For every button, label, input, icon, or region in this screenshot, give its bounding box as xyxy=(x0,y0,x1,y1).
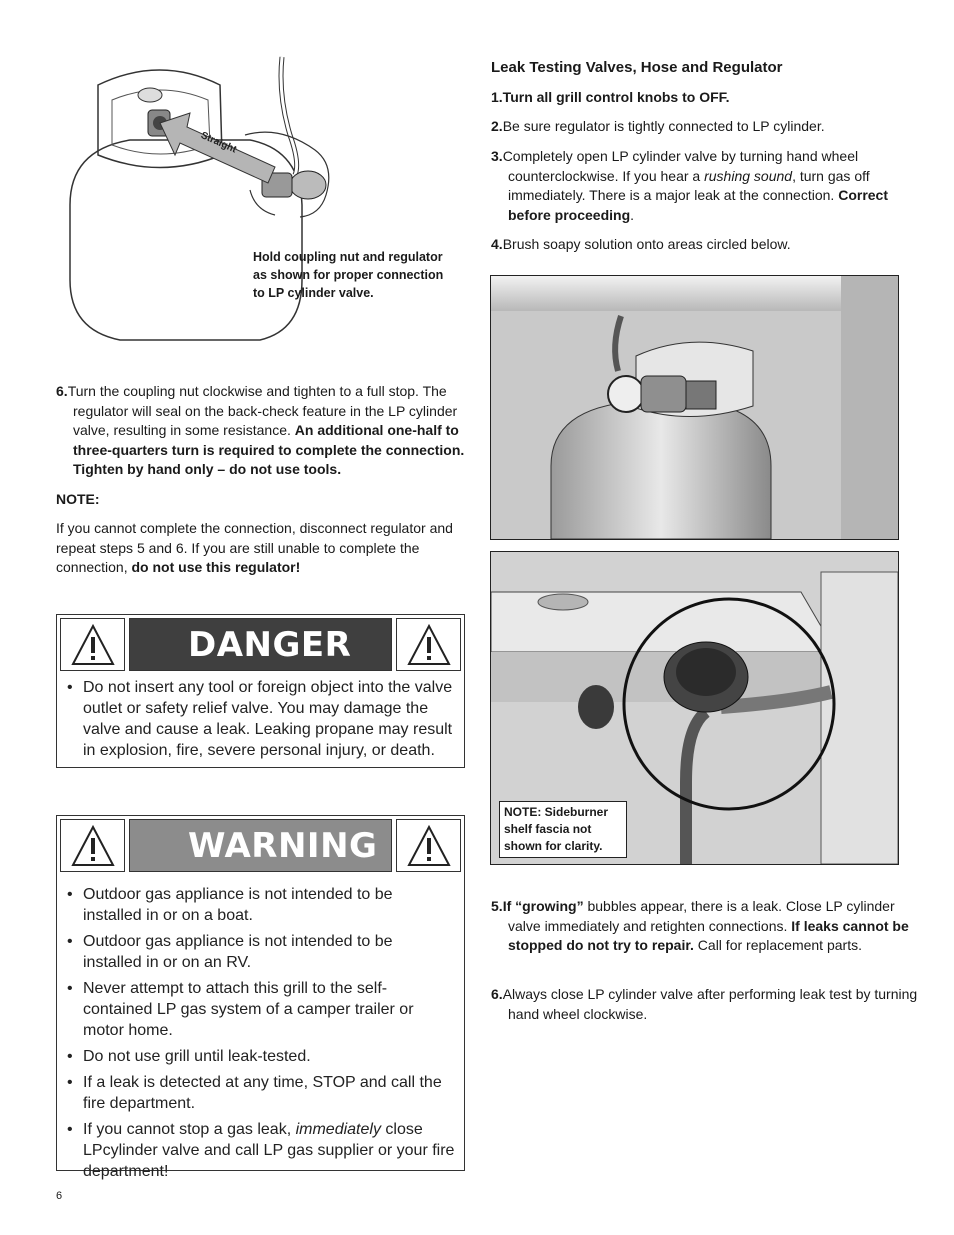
warning-box xyxy=(56,815,465,1180)
warning-item: • If a leak is detected at any time, STOP and call the fire department. xyxy=(59,1072,455,1114)
step-text: . xyxy=(630,206,635,223)
photo-note-line: shown for clarity. xyxy=(504,839,603,853)
step-2 xyxy=(491,117,918,137)
step-number: 3. xyxy=(491,148,503,164)
warning-item: • Do not use grill until leak-tested. xyxy=(59,1046,455,1067)
page-number: 6 xyxy=(56,1190,63,1202)
danger-item: • Do not insert any tool or foreign object into the valve outlet or safety relief valve. You may damage the valve and cause a leak. Leaking propane may result in explosion, fire, severe personal injury, or death. xyxy=(59,677,455,761)
step-number: 6. xyxy=(56,383,68,399)
warning-item-text: close LPcylinder valve and call LP gas supplier or your fire department! xyxy=(83,1121,455,1180)
caption-line: Hold coupling nut and regulator xyxy=(253,250,443,264)
step-bold: Correct before proceeding xyxy=(508,187,888,223)
step-text: Be sure regulator is tightly connected to LP cylinder. xyxy=(502,118,825,134)
photo-note-line: shelf fascia not xyxy=(504,822,592,836)
caption-line: to LP cylinder valve. xyxy=(253,286,374,300)
note-text xyxy=(56,519,464,578)
danger-banner xyxy=(60,618,461,671)
step-4 xyxy=(491,235,918,255)
step-1: 1.Turn all grill control knobs to OFF. xyxy=(491,89,730,105)
warning-item xyxy=(59,1119,455,1182)
step-text: Call for replacement parts. xyxy=(693,937,862,953)
warning-list xyxy=(59,884,455,1187)
step-emphasis: rushing sound xyxy=(704,167,793,184)
step-bold: If “growing” xyxy=(502,898,584,914)
step-6-right xyxy=(491,985,920,1024)
step-number: 4. xyxy=(491,236,503,252)
photo-note xyxy=(499,801,627,858)
cylinder-connection-figure xyxy=(50,55,460,375)
warning-title: WARNING xyxy=(129,819,392,872)
warning-item: • Never attempt to attach this grill to the self-contained LP gas system of a camper trailer or motor home. xyxy=(59,978,455,1041)
step-emphasis: An additional one-half to three-quarters turn is required to complete the connection. Tighten by hand only – do not use tools. xyxy=(73,422,465,477)
danger-box xyxy=(56,614,465,768)
warning-item-text: If you cannot stop a gas leak, xyxy=(83,1121,296,1138)
cylinder-photo xyxy=(490,275,899,540)
caption-line: as shown for proper connection xyxy=(253,268,444,282)
photo-note-line: NOTE: Sideburner xyxy=(504,805,609,819)
section-heading: Leak Testing Valves, Hose and Regulator xyxy=(491,59,783,76)
note-body: If you cannot complete the connection, disconnect regulator and repeat steps 5 and 6. If you are still unable to complete the connection, xyxy=(56,520,453,575)
step-number: 6. xyxy=(491,986,503,1002)
warning-item: • Outdoor gas appliance is not intended to be installed in or on a boat. xyxy=(59,884,455,926)
danger-list xyxy=(59,677,455,766)
note-emphasis: do not use this regulator! xyxy=(131,559,301,575)
step-number: 2. xyxy=(491,118,503,134)
step-text: Always close LP cylinder valve after performing leak test by turning hand wheel clockwise. xyxy=(502,986,918,1022)
step-6-left xyxy=(56,382,481,480)
step-text: , turn gas off immediately. There is a major leak at the connection. xyxy=(508,167,870,203)
regulator-photo xyxy=(490,551,899,865)
step-bold: If leaks cannot be stopped do not try to repair. xyxy=(508,917,909,953)
step-5 xyxy=(491,897,920,956)
figure-caption xyxy=(253,248,443,302)
warning-triangle-icon xyxy=(60,618,125,671)
straight-arrow-label: Straight xyxy=(199,130,239,156)
warning-banner xyxy=(60,819,461,872)
danger-title: DANGER xyxy=(129,618,392,671)
step-text: bubbles appear, there is a leak. Close LP cylinder valve immediately and retighten connections. xyxy=(508,898,895,934)
step-number: 5. xyxy=(491,898,503,914)
step-text: Turn the coupling nut clockwise and tighten to a full stop. The regulator will seal on the back-check feature in the LP cylinder valve, resulting in some resistance. xyxy=(67,383,458,438)
warning-item-emphasis: immediately xyxy=(295,1121,381,1138)
step-text: Brush soapy solution onto areas circled below. xyxy=(502,236,791,252)
warning-triangle-icon xyxy=(396,819,461,872)
note-label: NOTE: xyxy=(56,491,100,507)
warning-triangle-icon xyxy=(60,819,125,872)
cylinder-photo-illustration xyxy=(491,276,898,539)
warning-triangle-icon xyxy=(396,618,461,671)
step-text: Completely open LP cylinder valve by turning hand wheel counterclockwise. If you hear a xyxy=(502,148,859,184)
step-3 xyxy=(491,147,918,225)
warning-item: • Outdoor gas appliance is not intended to be installed in or on an RV. xyxy=(59,931,455,973)
